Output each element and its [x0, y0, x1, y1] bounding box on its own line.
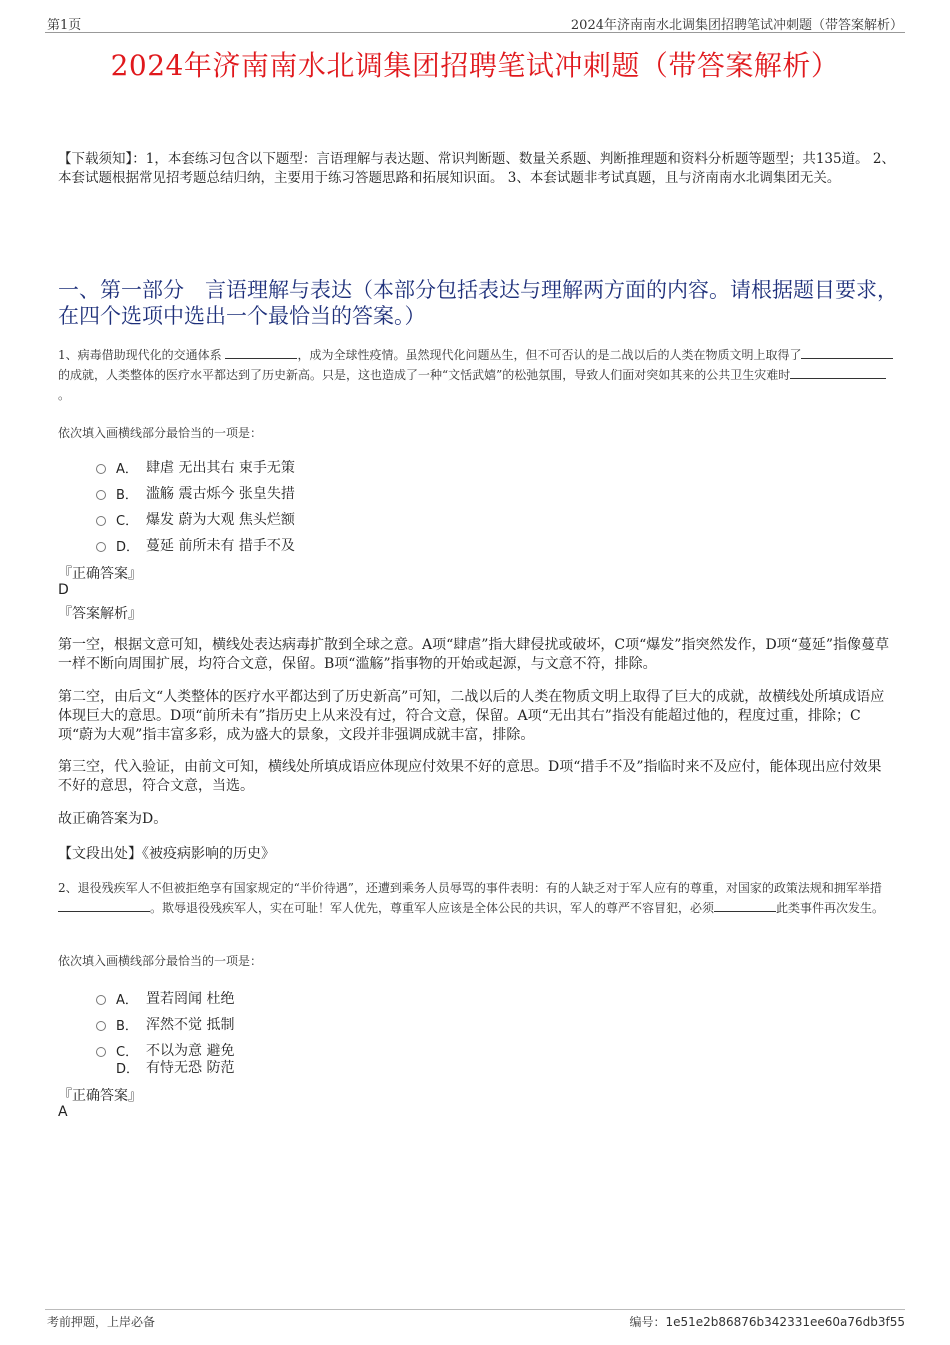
option-letter: B． [116, 1018, 138, 1034]
q1-analysis-para-2: 第二空，由后文“人类整体的医疗水平都达到了历史新高”可知，二战以后的人类在物质文明上取得了巨大的成就，故横线处所填成语应体现巨大的意思。D项“前所未有”指历史上从来没有过，符合文意，保留。A项“无出其右”指没有能超过他的，程度过重，排除；C项“蔚为大观”指丰富多彩，成为盛大的景象，文段并非强调成就丰富，排除。 [58, 689, 885, 743]
section-heading: 一、第一部分 言语理解与表达（本部分包括表达与理解两方面的内容。请根据题目要求，在四个选项中选出一个最恰当的答案。） [58, 278, 898, 328]
q2-text-part3: 此类事件再次发生。 [776, 901, 885, 915]
q1-option-c[interactable] [96, 509, 295, 529]
q1-prompt: 依次填入画横线部分最恰当的一项是： [58, 426, 263, 440]
q1-analysis-para-3: 第三空，代入验证，由前文可知，横线处所填成语应体现应付效果不好的意思。D项“措手不及”指临时来不及应付，能体现出应付效果不好的意思，符合文意，当选。 [58, 759, 882, 794]
question-2-text [58, 878, 898, 918]
radio-icon[interactable] [96, 490, 106, 500]
option-text: 有恃无恐 防范 [146, 1060, 235, 1076]
footer-code-label: 编号： [629, 1315, 666, 1329]
q1-text-part4: 。 [58, 388, 71, 402]
q2-option-b[interactable] [96, 1014, 234, 1034]
option-letter: B． [116, 487, 138, 503]
option-text: 爆发 蔚为大观 焦头烂额 [146, 512, 295, 528]
q1-option-a[interactable] [96, 457, 295, 477]
q2-blank-1 [58, 899, 150, 912]
option-letter: C． [116, 513, 139, 529]
q2-answer-label: 『正确答案』 [58, 1088, 142, 1104]
q1-answer: D [58, 582, 69, 598]
page-number: 第1页 [47, 18, 82, 33]
radio-icon[interactable] [96, 1021, 106, 1031]
q1-text-part1: 1、病毒借助现代化的交通体系 [58, 348, 222, 362]
header-doc-title: 2024年济南南水北调集团招聘笔试冲刺题（带答案解析） [570, 18, 903, 33]
radio-icon[interactable] [96, 1047, 106, 1057]
download-notice: 【下载须知】：1，本套练习包含以下题型：言语理解与表达题、常识判断题、数量关系题、判断推理题和资料分析题等题型；共135道。 2、本套试题根据常见招考题总结归纳，主要用于练习答题思路和拓展知识面。 3、本套试题非考试真题，且与济南南水北调集团无关。 [58, 151, 895, 186]
option-letter: A． [116, 992, 138, 1008]
q2-text-part2: 。欺辱退役残疾军人，实在可耻！军人优先，尊重军人应该是全体公民的共识，军人的尊严不容冒犯，必须 [150, 901, 715, 915]
option-text: 置若罔闻 杜绝 [146, 991, 235, 1007]
question-1-text [58, 345, 898, 405]
q1-analysis-conclusion: 故正确答案为D。 [58, 811, 168, 827]
option-text: 蔓延 前所未有 措手不及 [146, 538, 295, 554]
q1-analysis-label: 『答案解析』 [58, 606, 142, 622]
option-text: 滥觞 震古烁今 张皇失措 [146, 486, 295, 502]
q1-blank-2 [801, 346, 893, 359]
option-letter: D． [116, 1061, 140, 1077]
option-letter: C． [116, 1044, 139, 1060]
q2-text-part1: 2、退役残疾军人不但被拒绝享有国家规定的“半价待遇”，还遭到乘务人员辱骂的事件表明：有的人缺乏对于军人应有的尊重，对国家的政策法规和拥军举措 [58, 881, 882, 895]
footer-slogan: 考前押题，上岸必备 [47, 1315, 156, 1329]
q1-option-b[interactable] [96, 483, 295, 503]
page-title: 2024年济南南水北调集团招聘笔试冲刺题（带答案解析） [110, 49, 840, 82]
option-text: 不以为意 避免 [146, 1043, 235, 1059]
q1-option-d[interactable] [96, 535, 295, 555]
q1-answer-label: 『正确答案』 [58, 566, 142, 582]
q1-blank-3 [790, 366, 886, 379]
radio-icon[interactable] [96, 542, 106, 552]
q2-prompt: 依次填入画横线部分最恰当的一项是： [58, 954, 263, 968]
q1-text-part2: ，成为全球性疫情。虽然现代化问题丛生，但不可否认的是二战以后的人类在物质文明上取得了 [297, 348, 802, 362]
footer-code [629, 1313, 905, 1330]
footer-divider [45, 1309, 905, 1310]
radio-icon[interactable] [96, 464, 106, 474]
q2-answer: A [58, 1104, 68, 1120]
option-letter: D． [116, 539, 140, 555]
q1-source: 【文段出处】《被疫病影响的历史》 [58, 846, 275, 862]
radio-icon[interactable] [96, 995, 106, 1005]
q1-blank-1 [225, 346, 297, 359]
option-text: 浑然不觉 抵制 [146, 1017, 235, 1033]
option-text: 肆虐 无出其右 束手无策 [146, 460, 295, 476]
header-divider [45, 32, 905, 33]
radio-icon[interactable] [96, 516, 106, 526]
q1-analysis-para-1: 第一空，根据文意可知，横线处表达病毒扩散到全球之意。A项“肆虐”指大肆侵扰或破坏，C项“爆发”指突然发作，D项“蔓延”指像蔓草一样不断向周围扩展，均符合文意，保留。B项“滥觞”指事物的开始或起源，与文意不符，排除。 [58, 637, 889, 672]
q2-option-a[interactable] [96, 988, 234, 1008]
option-letter: A． [116, 461, 138, 477]
footer-code-value: 1e51e2b86876b342331ee60a76db3f55 [665, 1315, 905, 1329]
q2-option-d[interactable] [96, 1057, 234, 1077]
q2-blank-2 [714, 899, 776, 912]
q1-text-part3: 的成就，人类整体的医疗水平都达到了历史新高。只是，这也造成了一种“文恬武嬉”的松弛氛围，导致人们面对突如其来的公共卫生灾难时 [58, 368, 791, 382]
